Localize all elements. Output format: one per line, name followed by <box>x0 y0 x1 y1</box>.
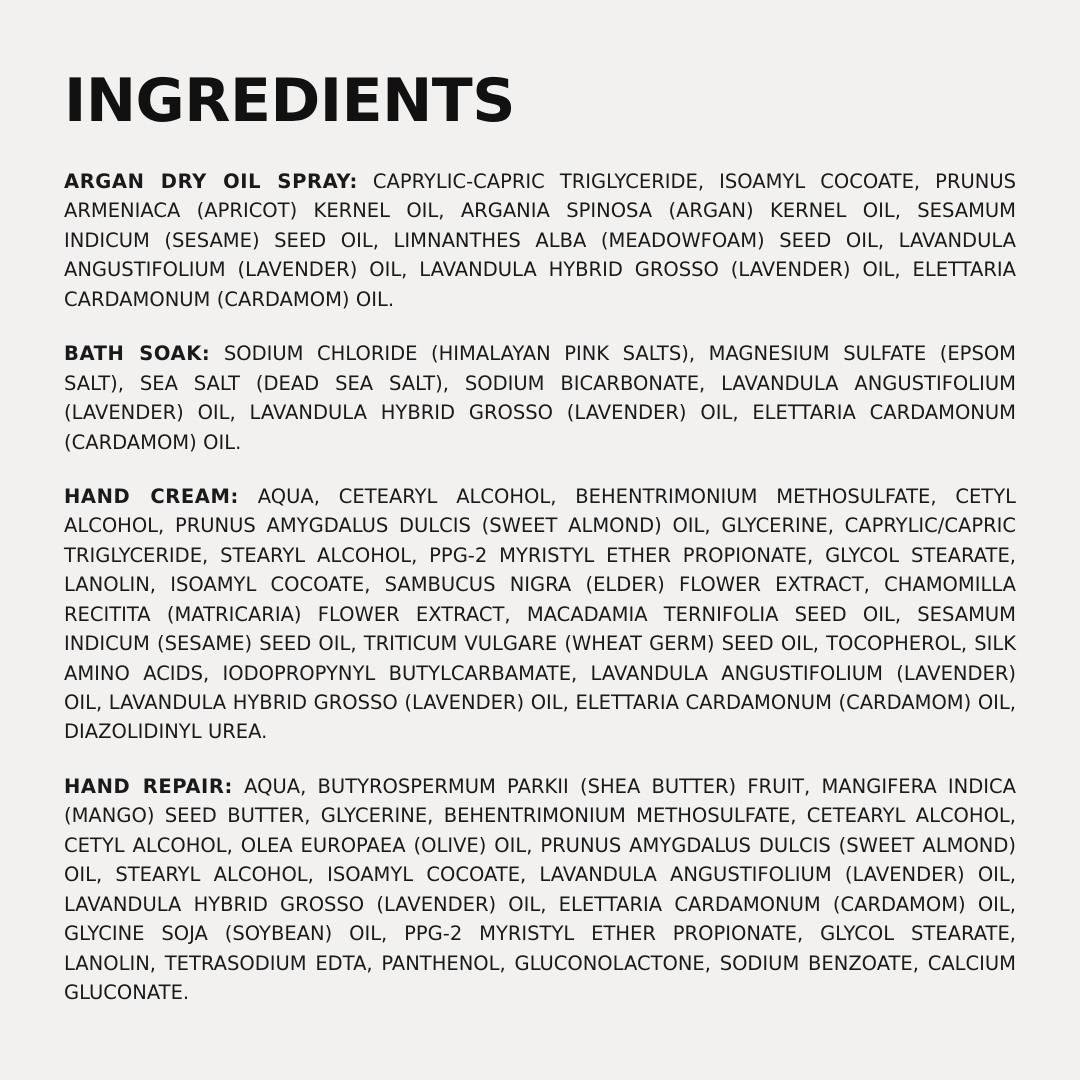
section-body: AQUA, BUTYROSPERMUM PARKII (SHEA BUTTER) FRUIT, MANGIFERA INDICA (MANGO) SEED BUTTER, GLYCERINE, BEHENTRIMONIUM METHOSULFATE, CETEARYL ALCOHOL, CETYL ALCOHOL, OLEA EUROPAEA (OLIVE) OIL, PRUNUS AMYGDALUS DULCIS (SWEET ALMOND) OIL, STEARYL ALCOHOL, ISOAMYL COCOATE, LAVANDULA ANGUSTIFOLIUM (LAVENDER) OIL, LAVANDULA HYBRID GROSSO (LAVENDER) OIL, ELETTARIA CARDAMONUM (CARDAMOM) OIL, GLYCINE SOJA (SOYBEAN) OIL, PPG-2 MYRISTYL ETHER PROPIONATE, GLYCOL STEARATE, LANOLIN, TETRASODIUM EDTA, PANTHENOL, GLUCONOLACTONE, SODIUM BENZOATE, CALCIUM GLUCONATE. <box>64 774 1016 1004</box>
section-body: AQUA, CETEARYL ALCOHOL, BEHENTRIMONIUM METHOSULFATE, CETYL ALCOHOL, PRUNUS AMYGDALUS DULCIS (SWEET ALMOND) OIL, GLYCERINE, CAPRYLIC/CAPRIC TRIGLYCERIDE, STEARYL ALCOHOL, PPG-2 MYRISTYL ETHER PROPIONATE, GLYCOL STEARATE, LANOLIN, ISOAMYL COCOATE, SAMBUCUS NIGRA (ELDER) FLOWER EXTRACT, CHAMOMILLA RECITITA (MATRICARIA) FLOWER EXTRACT, MACADAMIA TERNIFOLIA SEED OIL, SESAMUM INDICUM (SESAME) SEED OIL, TRITICUM VULGARE (WHEAT GERM) SEED OIL, TOCOPHEROL, SILK AMINO ACIDS, IODOPROPYNYL BUTYLCARBAMATE, LAVANDULA ANGUSTIFOLIUM (LAVENDER) OIL, LAVANDULA HYBRID GROSSO (LAVENDER) OIL, ELETTARIA CARDAMONUM (CARDAMOM) OIL, DIAZOLIDINYL UREA. <box>64 484 1016 744</box>
section-body: SODIUM CHLORIDE (HIMALAYAN PINK SALTS), MAGNESIUM SULFATE (EPSOM SALT), SEA SALT (DEAD SEA SALT), SODIUM BICARBONATE, LAVANDULA ANGUSTIFOLIUM (LAVENDER) OIL, LAVANDULA HYBRID GROSSO (LAVENDER) OIL, ELETTARIA CARDAMONUM (CARDAMOM) OIL. <box>64 342 1016 454</box>
ingredient-section-bath-soak <box>64 339 1016 457</box>
ingredient-section-hand-cream <box>64 482 1016 747</box>
section-label: HAND CREAM: <box>64 484 239 508</box>
ingredient-section-argan-dry-oil-spray <box>64 167 1016 314</box>
section-label: BATH SOAK: <box>64 342 211 366</box>
section-body: CAPRYLIC-CAPRIC TRIGLYCERIDE, ISOAMYL COCOATE, PRUNUS ARMENIACA (APRICOT) KERNEL OIL, ARGANIA SPINOSA (ARGAN) KERNEL OIL, SESAMUM INDICUM (SESAME) SEED OIL, LIMNANTHES ALBA (MEADOWFOAM) SEED OIL, LAVANDULA ANGUSTIFOLIUM (LAVENDER) OIL, LAVANDULA HYBRID GROSSO (LAVENDER) OIL, ELETTARIA CARDAMONUM (CARDAMOM) OIL. <box>64 170 1016 311</box>
section-label: HAND REPAIR: <box>64 774 233 798</box>
page-title: INGREDIENTS <box>64 66 515 136</box>
section-label: ARGAN DRY OIL SPRAY: <box>64 170 358 193</box>
ingredient-section-hand-repair <box>64 772 1016 1008</box>
